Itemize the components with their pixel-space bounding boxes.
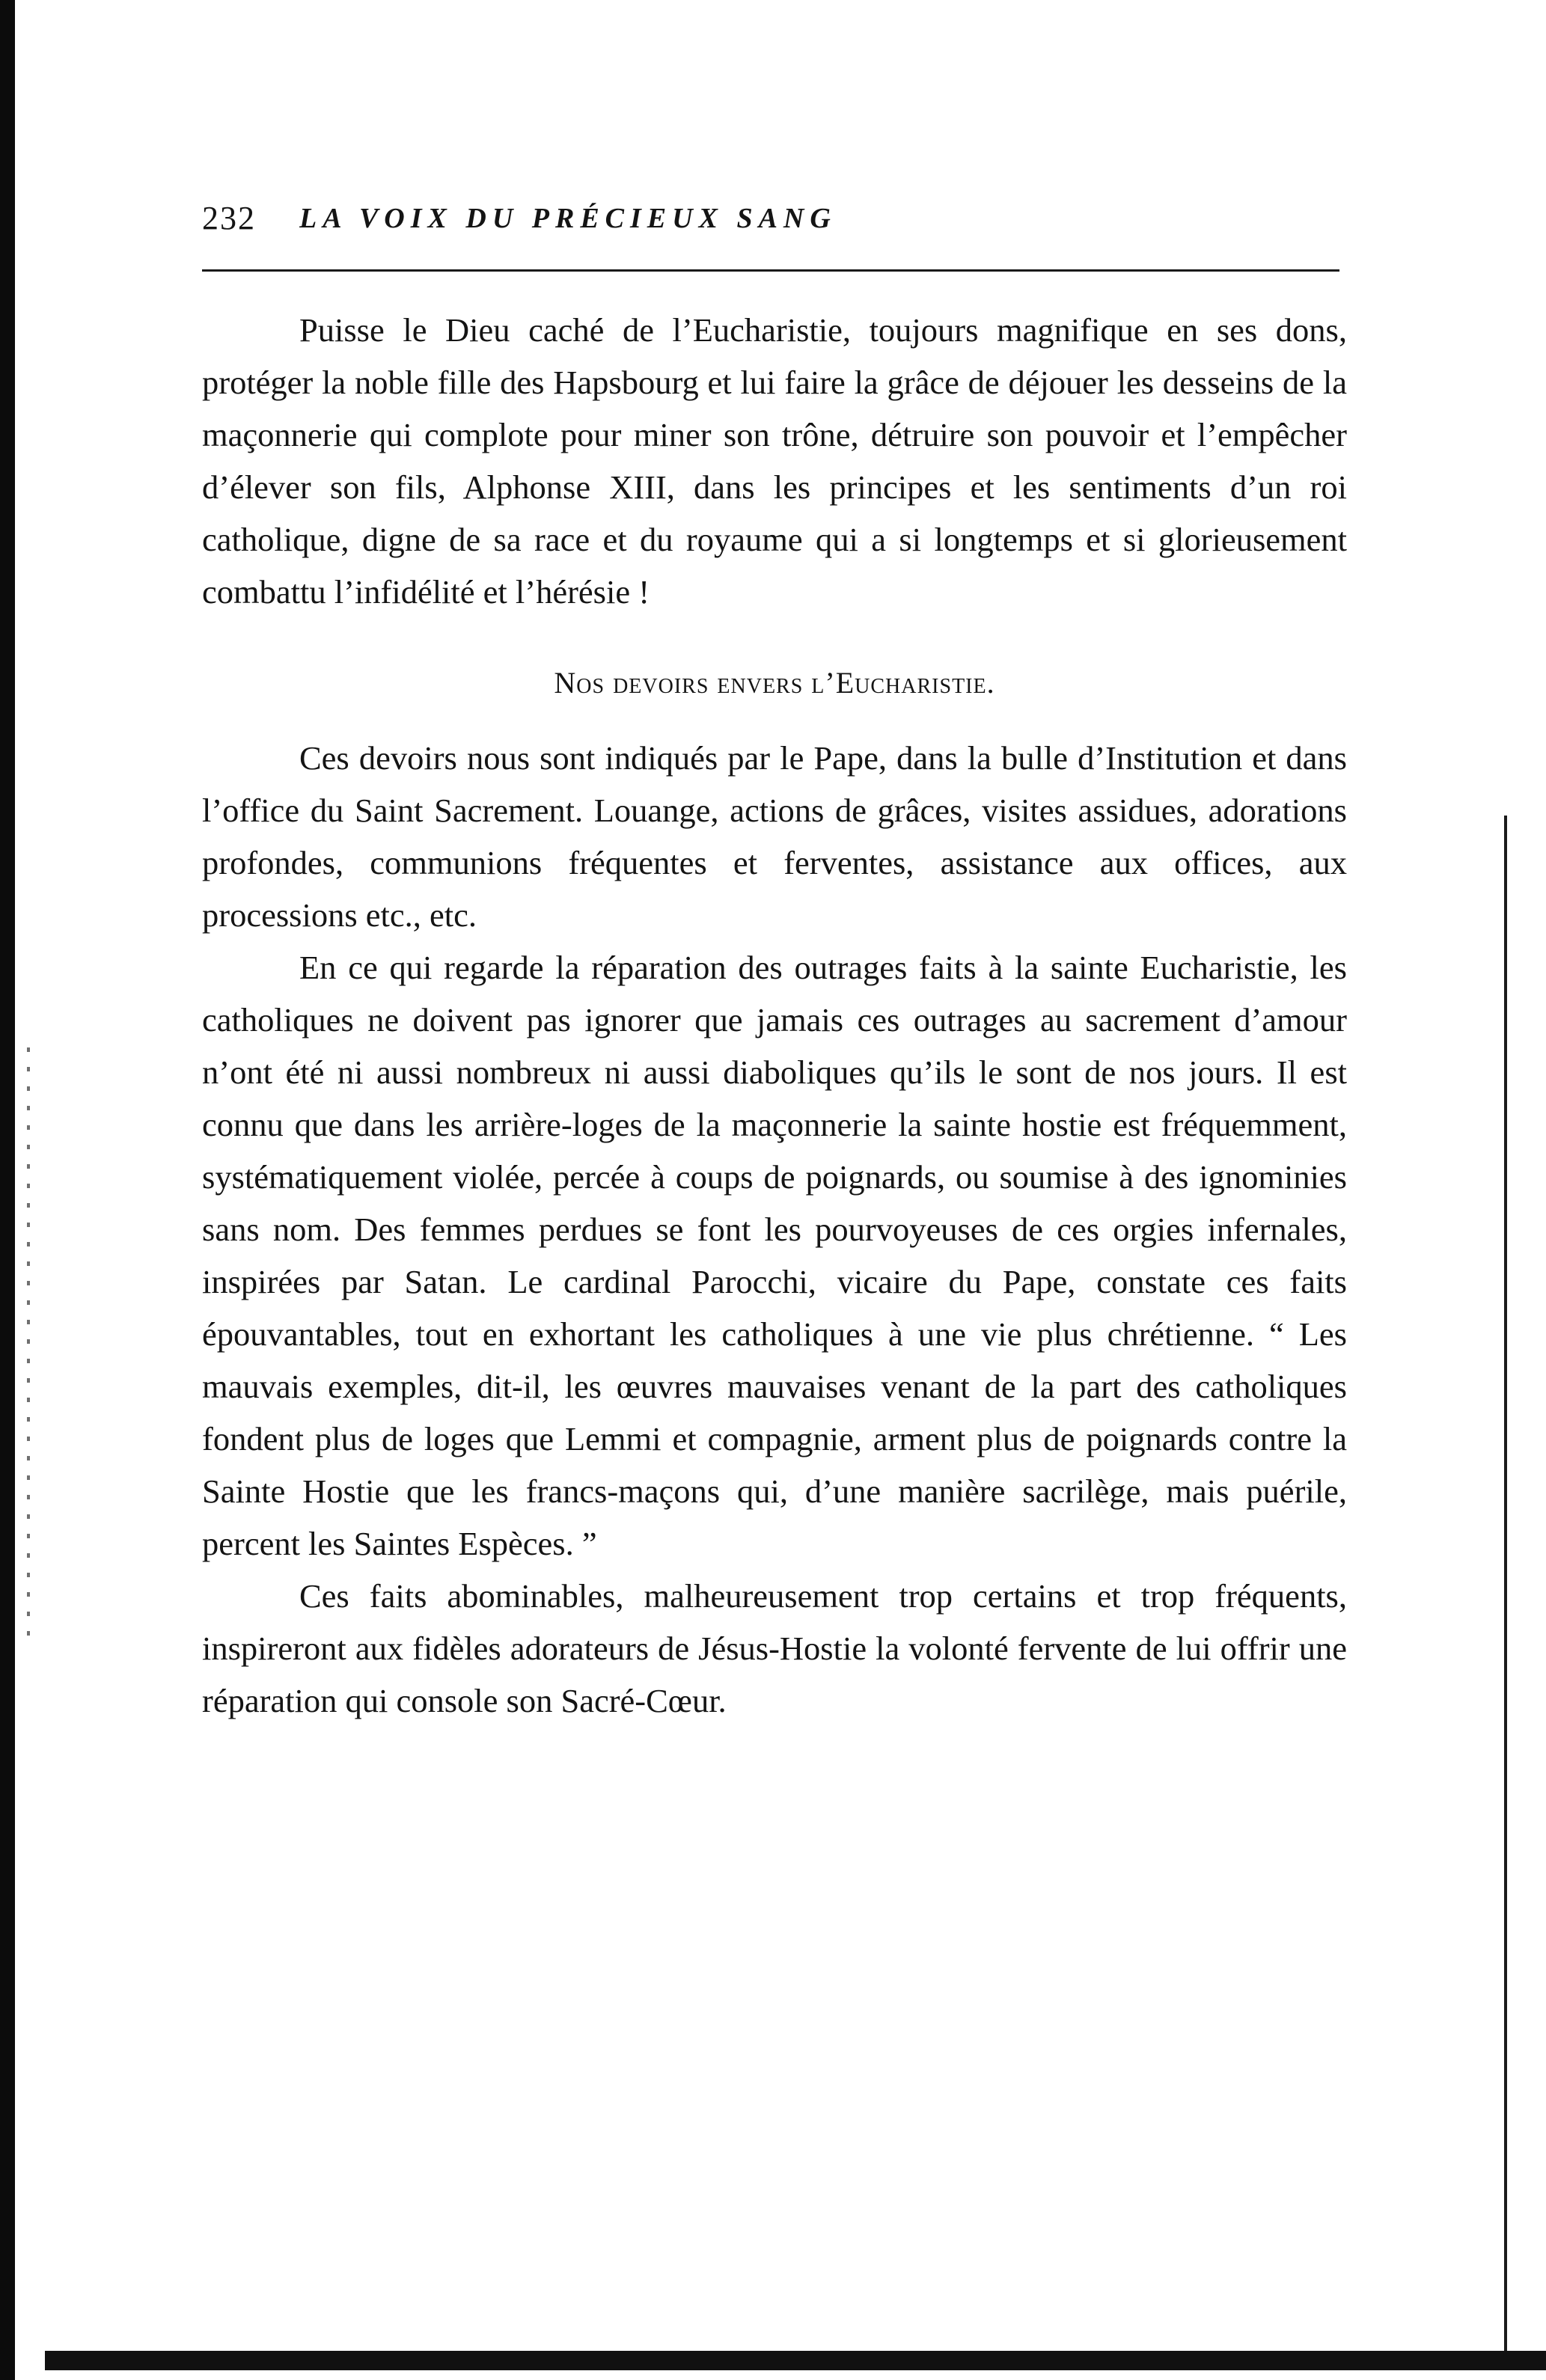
running-title: LA VOIX DU PRÉCIEUX SANG xyxy=(299,203,837,234)
paragraph-3: En ce qui regarde la réparation des outrages faits à la sainte Eucharistie, les catholiques ne doivent pas ignorer que jamais ces outrages au sacrement d’amour n’ont été ni aussi nombreux ni aussi diaboliques qu’ils le sont de nos jours. Il est connu que dans les arrière-loges de la maçonnerie la sainte hostie est fréquemment, systématiquement violée, percée à coups de poignards, ou soumise à des ignominies sans nom. Des femmes perdues se font les pourvoyeuses de ces orgies infernales, inspirées par Satan. Le cardinal Parocchi, vicaire du Pape, constate ces faits épouvantables, tout en exhortant les catholiques à une vie plus chrétienne. “ Les mauvais exemples, dit-il, les œuvres mauvaises venant de la part des catholiques fondent plus de loges que Lemmi et compagnie, arment plus de poignards contre la Sainte Hostie que les francs-maçons qui, d’une manière sacrilège, mais puérile, percent les Saintes Espèces. ” xyxy=(202,949,1347,1562)
header-rule xyxy=(202,269,1339,272)
scan-edge-bottom xyxy=(45,2351,1546,2370)
running-header xyxy=(202,196,1339,241)
paragraph-2: Ces devoirs nous sont indiqués par le Pape, dans la bulle d’Institution et dans l’office du Saint Sacrement. Louange, actions de grâces, visites assidues, adorations profondes, communions fréquentes et ferventes, assistance aux offices, aux processions etc., etc. xyxy=(202,739,1347,934)
scan-edge-left xyxy=(0,0,15,2380)
scan-edge-right xyxy=(1504,816,1507,2357)
body-text xyxy=(202,304,1347,1727)
paragraph-4: Ces faits abominables, malheureusement trop certains et trop fréquents, inspireront aux fidèles adorateurs de Jésus-Hostie la volonté fervente de lui offrir une réparation qui console son Sacré-Cœur. xyxy=(202,1577,1347,1719)
paragraph-1: Puisse le Dieu caché de l’Eucharistie, toujours magnifique en ses dons, protéger la noble fille des Hapsbourg et lui faire la grâce de déjouer les desseins de la maçonnerie qui complote pour miner son trône, détruire son pouvoir et l’empêcher d’élever son fils, Alphonse XIII, dans les principes et les sentiments d’un roi catholique, digne de sa race et du royaume qui a si longtemps et si glorieusement combattu l’infidélité et l’hérésie ! xyxy=(202,311,1347,611)
binding-marks xyxy=(27,1047,30,1646)
section-heading: Nos devoirs envers l’Eucharistie. xyxy=(554,666,995,700)
page-number: 232 xyxy=(202,200,256,236)
